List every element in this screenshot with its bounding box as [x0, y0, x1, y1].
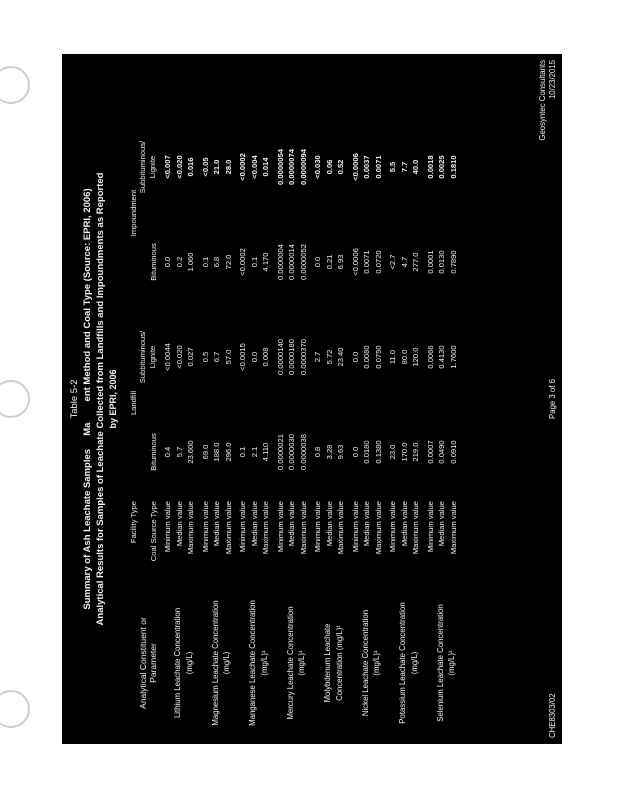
value-cell: 0.0000054 — [275, 149, 285, 185]
statistic-label: Median value — [362, 501, 371, 547]
statistic-label: Minimum value — [238, 501, 247, 553]
value-cell: 0.1380 — [373, 440, 383, 464]
value-cell: 0.0000094 — [298, 149, 308, 185]
statistic-label: Maximum value — [186, 501, 195, 555]
company-date-block — [538, 60, 558, 141]
value-cell: 40.0 — [411, 159, 420, 175]
value-cell: 1.060 — [186, 252, 195, 272]
value-cell: 0.0000014 — [287, 244, 296, 280]
value-cell: <0.020 — [174, 155, 184, 179]
value-cell: 11.0 — [388, 349, 397, 365]
value-cell: 0.0037 — [362, 155, 371, 179]
value-cell: 0.0000140 — [275, 339, 285, 375]
value-cell: <0.030 — [313, 155, 322, 179]
value-cell: 80.0 — [399, 349, 409, 365]
scanned-sheet — [62, 54, 562, 744]
impoundment-bituminous-header: Bituminous — [148, 243, 158, 281]
parameter-name: Mercury Leachate Concentration (mg/L)¹ — [285, 606, 306, 720]
value-cell: 9.63 — [336, 444, 345, 460]
statistic-label: Minimum value — [350, 501, 360, 553]
value-cell: 0.0 — [313, 256, 322, 268]
value-cell: 28.0 — [223, 159, 233, 175]
value-cell: 0.0000180 — [287, 339, 296, 375]
parameter-name: Potassium Leachate Concentration (mg/L) — [398, 602, 419, 724]
value-cell: 296.0 — [223, 442, 233, 462]
value-cell: 0.0000021 — [275, 434, 285, 470]
parameter-column-header: Analytical Constituent or Parameter — [137, 617, 158, 709]
value-cell: 0.016 — [186, 157, 195, 177]
value-cell: 0.5 — [200, 351, 210, 363]
value-cell: 23.600 — [186, 440, 195, 464]
table-title-line-1: Summary of Ash Leachate Samples Ma ent Method and Coal Type (Source: EPRI, 2006) — [82, 188, 93, 610]
value-cell: 0.1 — [238, 446, 247, 458]
value-cell: 72.0 — [223, 254, 233, 270]
facility-type-label: Facility Type — [128, 501, 138, 544]
statistic-label: Minimum value — [275, 501, 285, 553]
value-cell: 0.7890 — [448, 250, 458, 274]
value-cell: 23.0 — [388, 444, 397, 460]
table-row — [308, 118, 323, 738]
value-cell: 120.0 — [411, 347, 420, 367]
results-body — [158, 118, 458, 738]
table-number: Table 5-2 — [69, 379, 80, 419]
rotated-page — [62, 54, 562, 744]
value-cell: 4.110 — [261, 442, 270, 462]
value-cell: <2.7 — [388, 254, 397, 270]
value-cell: 0.06 — [324, 159, 334, 175]
value-cell: 0.4 — [163, 446, 172, 458]
value-cell: 57.0 — [223, 349, 233, 365]
value-cell: 0.0000052 — [298, 244, 308, 280]
value-cell: 0.0018 — [425, 155, 435, 179]
statistic-label: Minimum value — [388, 501, 397, 553]
value-cell: 0.008 — [261, 347, 270, 367]
landfill-bituminous-header: Bituminous — [148, 433, 158, 471]
value-cell: 0.014 — [261, 157, 270, 177]
statistic-label: Maximum value — [336, 501, 345, 555]
value-cell: 0.8 — [313, 446, 322, 458]
value-cell: 0.0007 — [425, 440, 435, 464]
value-cell: 0.0000038 — [298, 434, 308, 470]
statistic-label: Median value — [287, 501, 296, 547]
impoundment-subbituminous-header: Subbituminous/ Lignite — [137, 140, 157, 194]
report-date: 10/23/2015 — [548, 60, 557, 100]
statistic-label: Maximum value — [223, 501, 233, 555]
document-id: CHE8303/02 — [548, 693, 557, 738]
impoundment-header: Impoundment — [128, 189, 138, 237]
binder-hole-bottom — [0, 690, 30, 728]
value-cell: 0.2 — [174, 256, 184, 268]
binder-hole-middle — [0, 380, 30, 418]
value-cell: <0.0002 — [238, 248, 247, 276]
value-cell: 0.0 — [350, 446, 360, 458]
value-cell: 0.4130 — [437, 345, 446, 369]
value-cell: 0.0025 — [437, 155, 446, 179]
value-cell: 0.0750 — [373, 345, 383, 369]
parameter-name: Manganese Leachate Concentration (mg/L)¹ — [248, 600, 269, 726]
table-row — [383, 118, 398, 738]
leachate-results-table — [126, 118, 458, 738]
parameter-name: Magnesium Leachate Concentration (mg/L) — [210, 600, 231, 726]
statistic-label: Maximum value — [448, 501, 458, 555]
statistic-label: Minimum value — [163, 501, 172, 553]
value-cell: 2.7 — [313, 351, 322, 363]
value-cell: 5.7 — [174, 446, 184, 458]
value-cell: 0.0 — [163, 256, 172, 268]
statistic-label: Median value — [174, 501, 184, 547]
value-cell: 7.7 — [399, 161, 409, 173]
value-cell: 188.0 — [212, 442, 221, 462]
value-cell: 0.0080 — [362, 345, 371, 369]
value-cell: 0.0071 — [362, 250, 371, 274]
statistic-label: Maximum value — [298, 501, 308, 555]
landfill-subbituminous-header: Subbituminous/ Lignite — [137, 330, 157, 384]
value-cell: <0.0015 — [238, 343, 247, 371]
value-cell: 4.7 — [399, 256, 409, 268]
value-cell: <0.007 — [163, 155, 172, 179]
value-cell: 0.0001 — [425, 250, 435, 274]
value-cell: 0.0910 — [448, 440, 458, 464]
value-cell: 0.1 — [200, 256, 210, 268]
value-cell: 0.0 — [249, 351, 259, 363]
table-row — [270, 118, 285, 738]
table-row — [158, 118, 173, 738]
value-cell: 6.7 — [212, 351, 221, 363]
value-cell: <0.05 — [200, 157, 210, 177]
value-cell: 0.52 — [336, 159, 345, 175]
statistic-label: Minimum value — [313, 501, 322, 553]
statistic-label: Minimum value — [200, 501, 210, 553]
value-cell: <0.004 — [249, 155, 259, 179]
statistic-label: Minimum value — [425, 501, 435, 553]
table-row — [233, 118, 248, 738]
value-cell: 6.8 — [212, 256, 221, 268]
value-cell: 0.0000004 — [275, 244, 285, 280]
company-name: Geosyntec Consultants — [538, 60, 547, 141]
value-cell: 0.0071 — [373, 155, 383, 179]
table-row — [345, 118, 360, 738]
table-heading — [62, 54, 120, 744]
value-cell: 23.40 — [336, 347, 345, 367]
value-cell: 0.0000030 — [287, 434, 296, 470]
binder-hole-top — [0, 66, 30, 104]
value-cell: <0.0006 — [350, 248, 360, 276]
value-cell: 1.7600 — [448, 345, 458, 369]
value-cell: 21.0 — [212, 159, 221, 175]
value-cell: 4.170 — [261, 252, 270, 272]
value-cell: 0.0000074 — [287, 149, 296, 185]
value-cell: 0.0720 — [373, 250, 383, 274]
value-cell: 0.0066 — [425, 345, 435, 369]
table-row — [420, 118, 435, 738]
parameter-name: Nickel Leachate Concentration (mg/L)¹ — [360, 609, 381, 717]
value-cell: 5.72 — [324, 349, 334, 365]
statistic-label: Maximum value — [411, 501, 420, 555]
value-cell: 0.0180 — [362, 440, 371, 464]
statistic-label: Median value — [399, 501, 409, 547]
value-cell: <0.0002 — [238, 153, 247, 181]
value-cell: 0.0130 — [437, 250, 446, 274]
page-number: Page 3 of 6 — [548, 379, 557, 419]
statistic-label: Maximum value — [373, 501, 383, 555]
value-cell: 0.1 — [249, 256, 259, 268]
value-cell: 3.28 — [324, 444, 334, 460]
value-cell: 5.5 — [388, 161, 397, 173]
table-row — [195, 118, 210, 738]
value-cell: <0.0006 — [350, 153, 360, 181]
value-cell: 277.0 — [411, 252, 420, 272]
value-cell: 69.0 — [200, 444, 210, 460]
value-cell: 6.93 — [336, 254, 345, 270]
statistic-label: Maximum value — [261, 501, 270, 555]
statistic-label: Median value — [324, 501, 334, 547]
statistic-label: Median value — [437, 501, 446, 547]
value-cell: <0.0044 — [163, 343, 172, 371]
value-cell: 2.1 — [249, 446, 259, 458]
parameter-name: Selenium Leachate Concentration (mg/L)¹ — [435, 604, 456, 722]
coal-source-label: Coal Source Type — [148, 501, 158, 562]
parameter-name: Lithium Leachate Concentration (mg/L) — [173, 607, 194, 719]
value-cell: 0.1810 — [448, 155, 458, 179]
landfill-header: Landfill — [128, 390, 138, 416]
value-cell: 0.0000370 — [298, 339, 308, 375]
statistic-label: Median value — [249, 501, 259, 547]
value-cell: 0.21 — [324, 254, 334, 270]
value-cell: 0.0 — [350, 351, 360, 363]
parameter-name: Molybdenum Leachate Concentration (mg/L)¹ — [323, 623, 344, 703]
value-cell: 219.0 — [411, 442, 420, 462]
value-cell: <0.020 — [174, 345, 184, 369]
value-cell: 170.0 — [399, 442, 409, 462]
value-cell: 0.0490 — [437, 440, 446, 464]
table-title-line-2: Analytical Results for Samples of Leachate Collected from Landfills and Impoundments as Reported — [95, 172, 106, 626]
table-title-line-3: by EPRI, 2006 — [108, 369, 118, 429]
statistic-label: Median value — [212, 501, 221, 547]
value-cell: 0.027 — [186, 347, 195, 367]
